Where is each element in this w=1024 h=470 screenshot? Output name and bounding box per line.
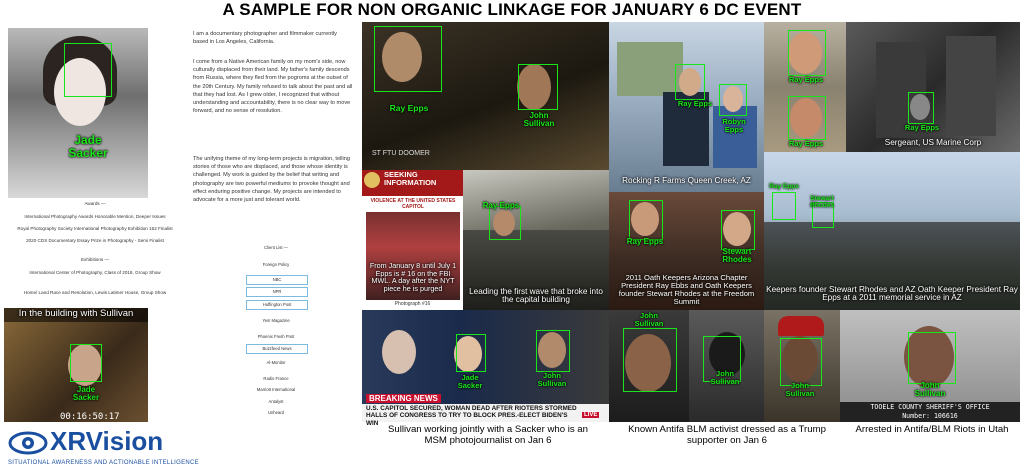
photo-oath-keepers-2011	[609, 192, 764, 310]
client-link[interactable]: NBC	[246, 275, 308, 285]
face-label: Stewart Rhodes	[722, 247, 752, 265]
face-label: John Sullivan	[537, 371, 567, 388]
bio-paragraph: I am a documentary photographer and filmmaker currently based in Los Angeles, California.	[193, 31, 337, 46]
award-item: International Photography Awards Honorable Mention, Deeper Issues	[24, 214, 166, 219]
exhibition-item: International Center of Photography, Class of 2019, Group Show	[29, 270, 161, 275]
client-header: Client List —	[264, 245, 288, 250]
photo-memorial-service	[764, 152, 1020, 310]
face-box	[721, 210, 755, 250]
award-item: Royal Photography Society International Photography Exhibition 162 Finalist	[17, 226, 173, 231]
client-item: Foreign Policy	[262, 262, 290, 267]
client-link[interactable]: Huffington Post	[246, 300, 308, 310]
client-item: Al-Monitor	[266, 360, 286, 365]
awards-header: Awards —	[84, 201, 106, 206]
bottom-caption: Arrested in Antifa/BLM Riots in Utah	[855, 424, 1009, 435]
face-label: Ray Epps	[482, 201, 520, 210]
face-box	[675, 64, 705, 100]
fbi-photo-number: Photograph #16	[394, 301, 431, 307]
photo-sullivan-1	[609, 310, 689, 422]
face-box	[788, 30, 826, 76]
bottom-caption: Sullivan working jointly with a Sacker who is an MSM photojournalist on Jan 6	[388, 424, 588, 446]
face-label: Robyn Epps	[722, 117, 746, 134]
bottom-caption: Known Antifa BLM activist dressed as a Trump supporter on Jan 6	[628, 424, 826, 446]
building-photo	[4, 308, 148, 422]
client-item: Radio France	[263, 376, 289, 381]
overlay-text: ST FTU DOOMER	[372, 150, 430, 157]
face-box	[518, 64, 558, 110]
face-label: Jade Sacker	[68, 133, 108, 160]
brand-name: XRVision	[50, 426, 164, 456]
face-label: Ray Epps	[677, 99, 713, 108]
client-link[interactable]: Buzzfeed News	[246, 344, 308, 354]
face-box	[374, 26, 442, 92]
client-item: Phoenix Fresh Post	[257, 334, 295, 339]
client-item: Unheard	[267, 410, 285, 415]
face-box	[908, 92, 934, 124]
client-item: Marriott International	[256, 387, 296, 392]
video-timestamp: 00:16:50:17	[60, 412, 120, 422]
face-box	[719, 84, 747, 116]
fbi-header: SEEKING INFORMATION	[384, 170, 437, 187]
fbi-poster	[362, 170, 463, 310]
bio-paragraph: The unifying theme of my long-term projects is migration, telling stories of those who are displaced, and those whose identity is challenged. My work is guided by the belief that writing and photography are two powerful mediums to provoke thought and effect enduring positive change. My projects are intended to advocate for a more just and tolerant world.	[193, 156, 351, 204]
face-box	[780, 338, 822, 386]
photo-cnn-broadcast	[362, 310, 609, 427]
tile-caption: Rocking R Farms Queen Creek, AZ	[622, 176, 751, 185]
face-label: John Sullivan	[710, 369, 740, 386]
face-label: Ray Epps	[788, 139, 824, 148]
photo-marine	[846, 22, 1020, 152]
face-label: John Sullivan	[785, 381, 815, 398]
xrvision-eye-icon	[8, 428, 48, 458]
client-item: Yes! Magazine	[262, 318, 290, 323]
building-caption: In the building with Sullivan	[18, 308, 134, 319]
face-box	[64, 43, 112, 97]
face-label: Ray Epps	[626, 237, 664, 246]
face-box	[70, 344, 102, 382]
face-label: Ray Epps	[389, 103, 429, 113]
tile-caption: Leading the first wave that broke into the capital building	[469, 287, 603, 305]
face-label: Stewart Rhodes	[810, 195, 834, 209]
face-label: John Sullivan	[523, 111, 555, 129]
face-box	[772, 192, 796, 220]
face-label: Jade Sacker	[72, 385, 100, 403]
face-label: Ray Epps	[904, 123, 940, 132]
photo-sullivan-3	[764, 310, 840, 422]
fbi-seal-icon	[364, 172, 380, 188]
award-item: 2020 CDS Documentary Essay Prize in Photography - Semi Finalist	[26, 238, 164, 243]
client-item: Antalyst	[268, 399, 284, 404]
fbi-sub: VIOLENCE AT THE UNITED STATES CAPITOL	[370, 198, 456, 210]
face-box	[623, 328, 677, 392]
mugshot-agency: TOOELE COUNTY SHERIFF'S OFFICE	[870, 403, 990, 411]
fbi-caption: From January 8 until July 1 Epps is # 16 on the FBI MWL. A day after the NYT piece he is purged	[369, 261, 457, 293]
photo-first-wave	[463, 170, 609, 310]
exhibitions-header: Exhibitions —	[80, 257, 110, 262]
bio-paragraph: I come from a Native American family on my mom's side, now culturally displaced from their land. My father's family descends from Russia, where they fled from the pogroms at the outset of the 20th Century. My family refused to talk about the past and all that they had lost. As I grew older, I recognized that without understanding and accountability, there is no clear way to move forward, and no sense of resolution.	[193, 59, 353, 115]
face-box	[788, 96, 826, 140]
brand-tagline: SITUATIONAL AWARENESS AND ACTIONABLE INTELLIGENCE	[8, 460, 199, 466]
live-badge: LIVE	[584, 412, 598, 418]
face-label: Jade Sacker	[457, 373, 483, 390]
exhibition-item: Home/ Land Race and Resolution, Lewis Latimer House, Group Show	[23, 290, 167, 295]
tile-caption: 2011 Oath Keepers Arizona Chapter President Ray Ebbs and Oath Keepers founder Stewart Rhodes at the Freedom Summit	[618, 273, 755, 306]
face-box	[456, 334, 486, 372]
photo-rocking-r-farms	[609, 22, 764, 192]
photo-epps-sullivan	[362, 22, 609, 170]
face-box	[908, 332, 956, 384]
client-link[interactable]: NPR	[246, 287, 308, 297]
face-label: Ray Epps	[788, 75, 824, 84]
mugshot-number: Number: 106616	[902, 412, 958, 420]
page-title: A SAMPLE FOR NON ORGANIC LINKAGE FOR JANUARY 6 DC EVENT	[222, 0, 802, 19]
face-box	[489, 206, 521, 240]
face-label: Ray Epps	[769, 183, 799, 190]
face-label: John Sullivan	[634, 311, 664, 328]
news-ticker: U.S. CAPITOL SECURED, WOMAN DEAD AFTER RIOTERS STORMED HALLS OF CONGRESS TO TRY TO BLOCK PRES.-ELECT BIDEN'S WIN	[366, 405, 577, 427]
portrait-photo	[8, 28, 148, 198]
photo-sullivan-2	[689, 310, 764, 422]
breaking-news-banner: BREAKING NEWS	[366, 394, 441, 403]
photo-epps-closeups	[764, 22, 846, 152]
face-box	[536, 330, 570, 372]
tile-caption: Sergeant, US Marine Corp	[884, 138, 982, 147]
photo-mugshot	[840, 310, 1020, 422]
tile-caption: Keepers founder Stewart Rhodes and AZ Oath Keeper President Ray Epps at a 2011 memorial service in AZ	[766, 285, 1018, 303]
face-label: John Sullivan	[914, 381, 946, 399]
face-box	[629, 200, 663, 240]
